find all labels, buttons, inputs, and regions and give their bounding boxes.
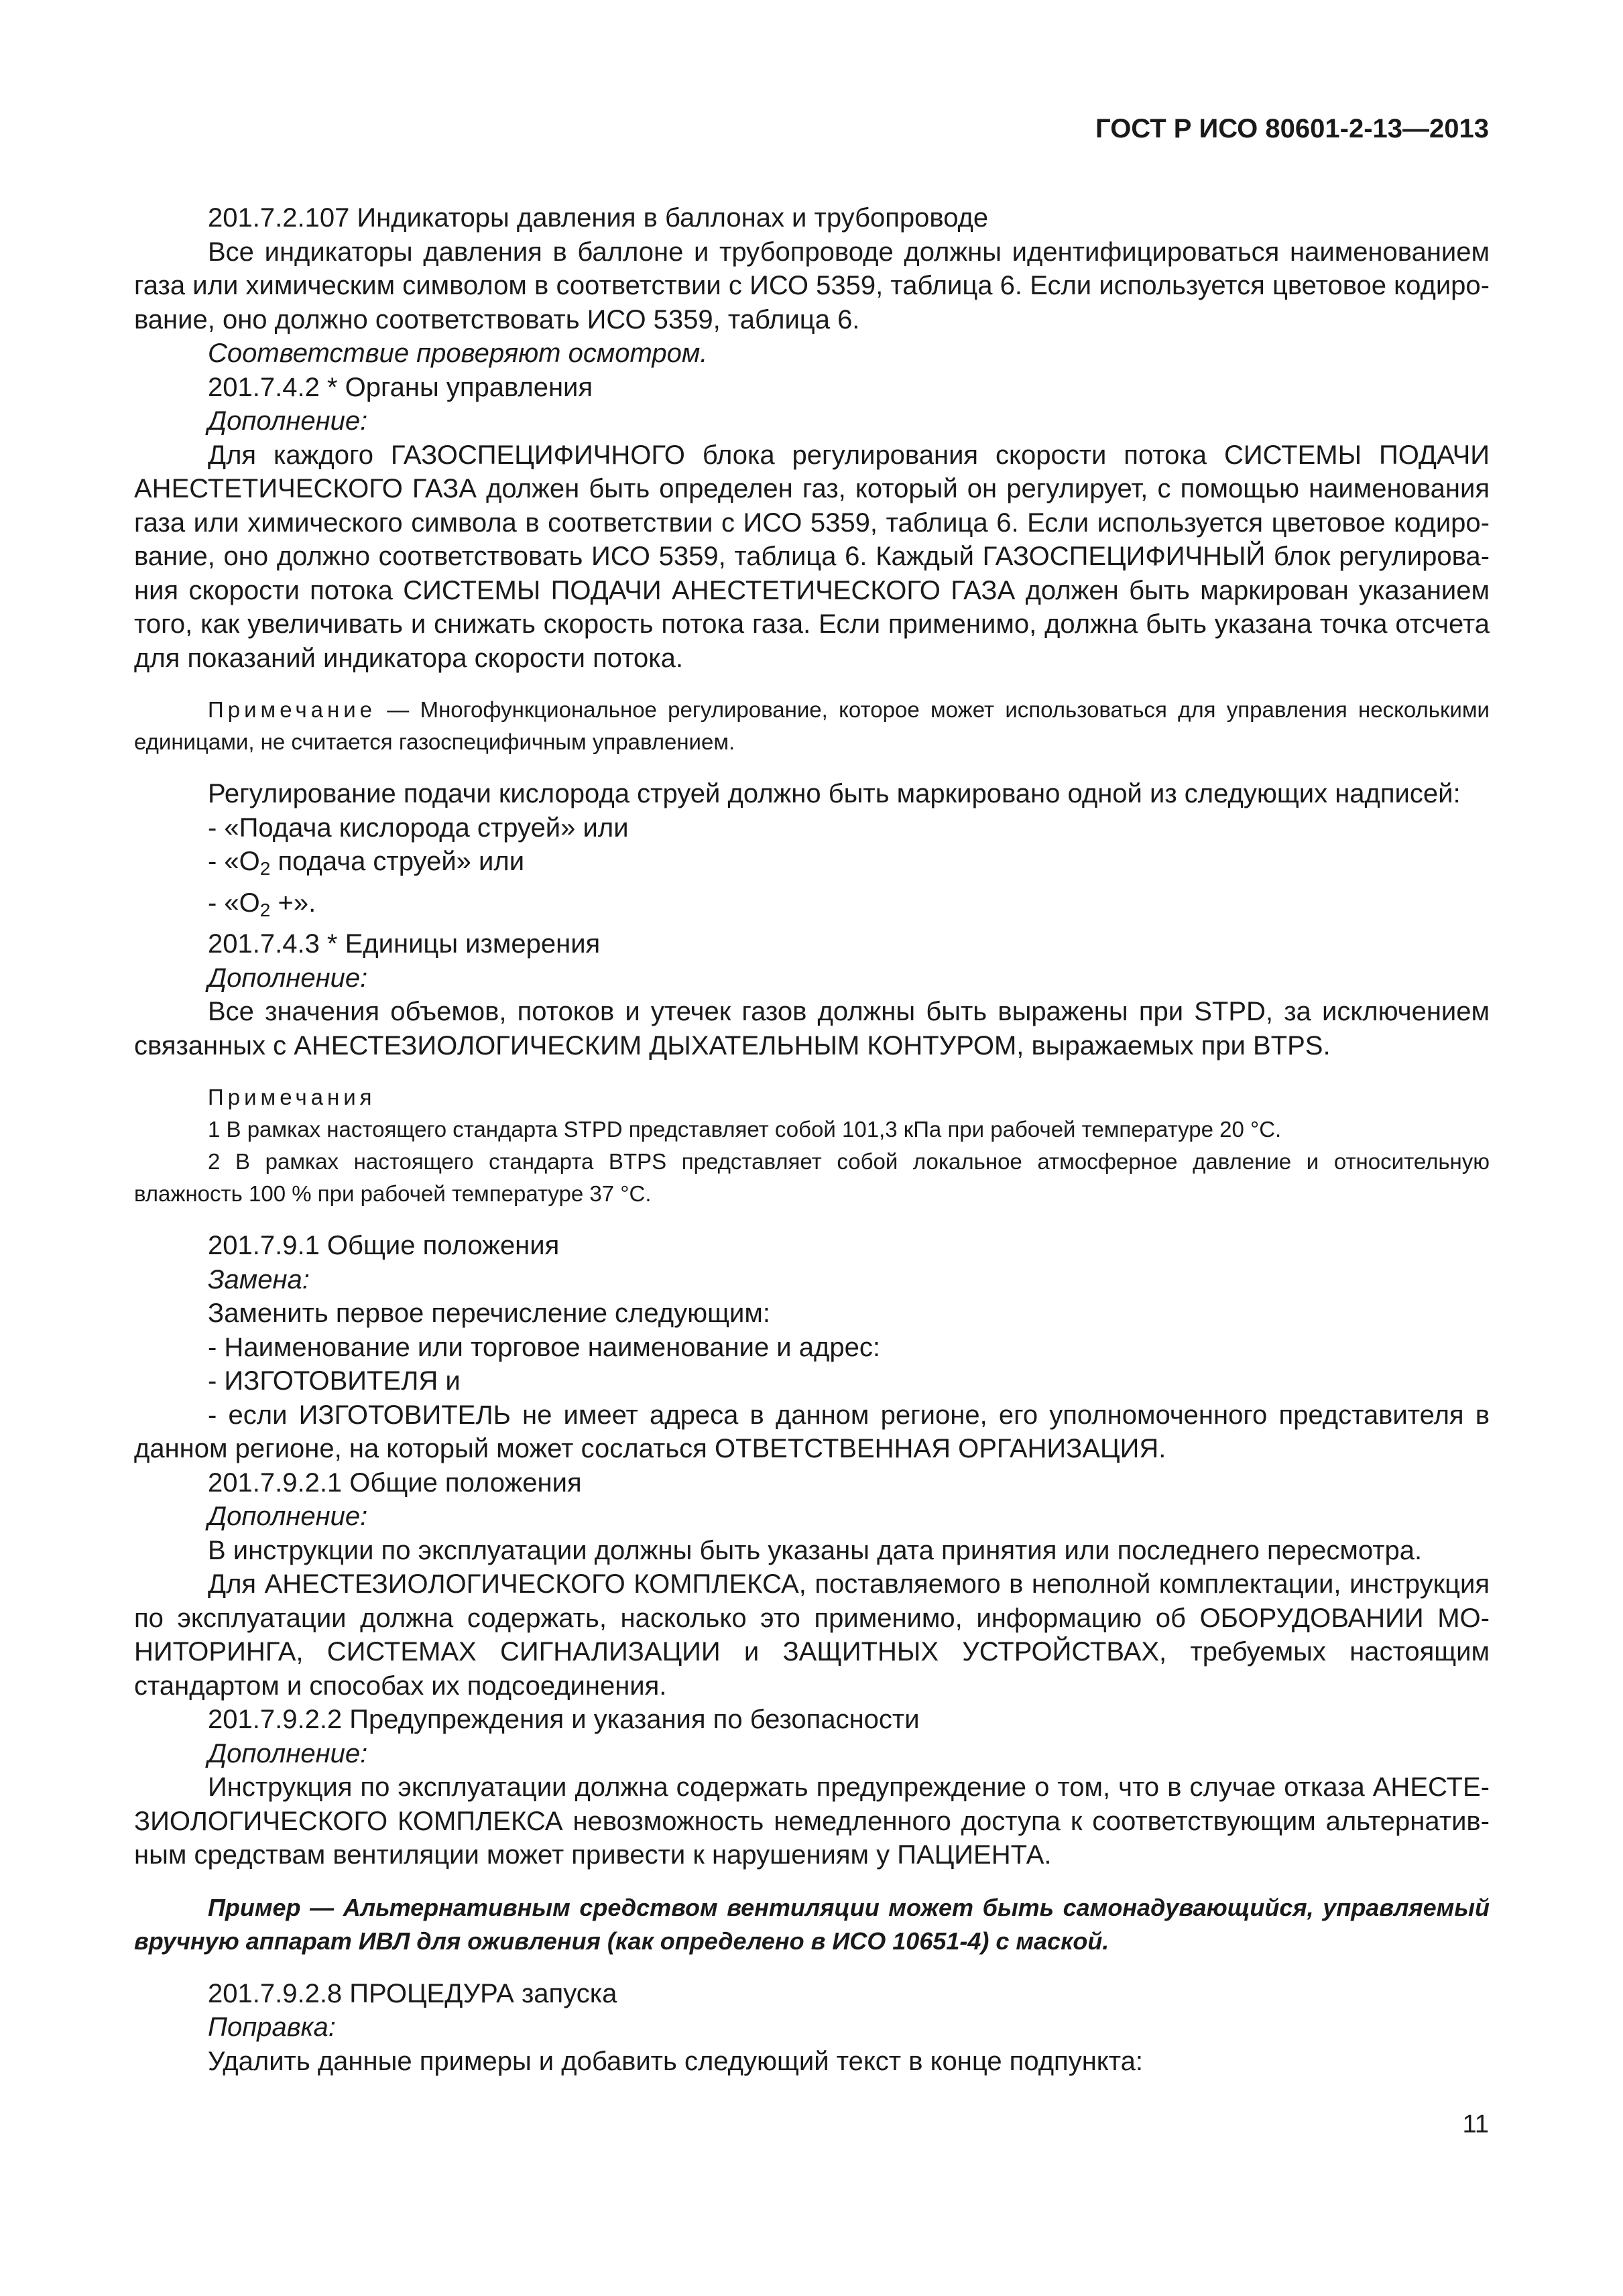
example: Пример — Альтернативным средством вентиляции может быть самонадувающийся, управляемый вручную аппарат ИВЛ для оживления (как определено в ИСО 10651-4) с маской. <box>134 1893 1490 1955</box>
paragraph: Все индикаторы давления в баллоне и трубопроводе должны идентифицироваться наименованием газа или химическим символом в соответствии с ИСО 5359, таблица 6. Если используется цветовое кодирование, оно должно соответствовать ИСО 5359, таблица 6. <box>134 237 1490 335</box>
section-title: 201.7.9.1 Общие положения <box>208 1231 560 1260</box>
paragraph: Для АНЕСТЕЗИОЛОГИЧЕСКОГО КОМПЛЕКСА, поставляемого в неполной комплектации, инструкция по эксплуатации должна содержать, насколько это применимо, информацию об ОБОРУДОВАНИИ МОНИТОРИНГА, СИСТЕМАХ СИГНАЛИЗАЦИИ и ЗАЩИТНЫХ УСТРОЙСТВАХ, требуемых настоящим стандартом и способах их подсоединения. <box>134 1569 1490 1701</box>
paragraph: Регулирование подачи кислорода струей должно быть маркировано одной из следующих надписей: <box>208 779 1461 808</box>
amendment-label: Дополнение: <box>208 963 368 993</box>
list-item: - «Подача кислорода струей» или <box>208 812 629 843</box>
amendment-label: Поправка: <box>208 2012 336 2042</box>
page-number: 11 <box>1462 2110 1489 2138</box>
note-item: 1 В рамках настоящего стандарта STPD представляет собой 101,3 кПа при рабочей температуре 20 °С. <box>208 1117 1282 1142</box>
paragraph: В инструкции по эксплуатации должны быть указаны дата принятия или последнего пересмотра. <box>208 1535 1423 1565</box>
section-title: 201.7.9.2.8 ПРОЦЕДУРА запуска <box>208 1978 617 2008</box>
list-item: - «$O_2$ подача струей» или <box>208 847 525 879</box>
note-text: — Многофункциональное регулирование, которое может использоваться для управления несколькими единицами, не считается газоспецифичным управлением. <box>134 697 1490 754</box>
note-label: Примечание <box>208 697 377 722</box>
section-title: 201.7.2.107 Индикаторы давления в баллонах и трубопроводе <box>208 203 989 233</box>
note-item: 2 В рамках настоящего стандарта BTPS представляет собой локальное атмосферное давление и относительную влажность 100 % при рабочей температуре 37 °С. <box>134 1149 1490 1206</box>
section-title: 201.7.9.2.2 Предупреждения и указания по безопасности <box>208 1705 920 1734</box>
note <box>134 694 1490 758</box>
paragraph: Все значения объемов, потоков и утечек газов должны быть выражены при STPD, за исключением связанных с АНЕСТЕЗИОЛОГИЧЕСКИМ ДЫХАТЕЛЬНЫМ КОНТУРОМ, выражаемых при BTPS. <box>134 997 1490 1061</box>
section-title: 201.7.4.2 * Органы управления <box>208 372 593 402</box>
paragraph: Удалить данные примеры и добавить следующий текст в конце подпункта: <box>208 2046 1143 2076</box>
amendment-label: Дополнение: <box>208 1502 368 1531</box>
amendment-label: Дополнение: <box>208 406 368 436</box>
amendment-label: Замена: <box>208 1264 310 1294</box>
conformity-check: Соответствие проверяют осмотром. <box>208 339 708 368</box>
paragraph: Инструкция по эксплуатации должна содержать предупреждение о том, что в случае отказа АНЕСТЕЗИОЛОГИЧЕСКОГО КОМПЛЕКСА невозможность немедленного доступа к соответствующим альтернативным средствам вентиляции может привести к нарушениям у ПАЦИЕНТА. <box>134 1772 1490 1870</box>
list-item: - Наименование или торговое наименование и адрес: <box>208 1332 880 1362</box>
notes-label: Примечания <box>208 1085 376 1109</box>
paragraph: Для каждого ГАЗОСПЕЦИФИЧНОГО блока регулирования скорости потока СИСТЕМЫ ПОДАЧИ АНЕСТЕТИЧЕСКОГО ГАЗА должен быть определен газ, который он регулирует, с помощью наименования газа или химического символа в соответствии с ИСО 5359, таблица 6. Если используется цветовое кодирование, оно должно соответствовать ИСО 5359, таблица 6. Каждый ГАЗОСПЕЦИФИЧНЫЙ блок регулирования скорости потока СИСТЕМЫ ПОДАЧИ АНЕСТЕТИЧЕСКОГО ГАЗА должен быть маркирован указанием того, как увеличивать и снижать скорость потока газа. Если применимо, должна быть указана точка отсчета для показаний индикатора скорости потока. <box>134 440 1490 673</box>
amendment-label: Дополнение: <box>208 1738 368 1768</box>
section-title: 201.7.9.2.1 Общие положения <box>208 1467 582 1498</box>
paragraph: Заменить первое перечисление следующим: <box>208 1298 770 1328</box>
list-item: - ИЗГОТОВИТЕЛЯ и <box>208 1366 461 1396</box>
section-title: 201.7.4.3 * Единицы измерения <box>208 929 601 959</box>
list-item: - «$O_2$ +». <box>208 888 316 920</box>
document-code-header: ГОСТ Р ИСО 80601-2-13—2013 <box>1095 114 1489 143</box>
document-body <box>134 201 1490 2078</box>
list-item: - если ИЗГОТОВИТЕЛЬ не имеет адреса в данном регионе, его уполномоченного представителя в данном регионе, на который может сослаться ОТВЕТСТВЕННАЯ ОРГАНИЗАЦИЯ. <box>134 1400 1490 1463</box>
